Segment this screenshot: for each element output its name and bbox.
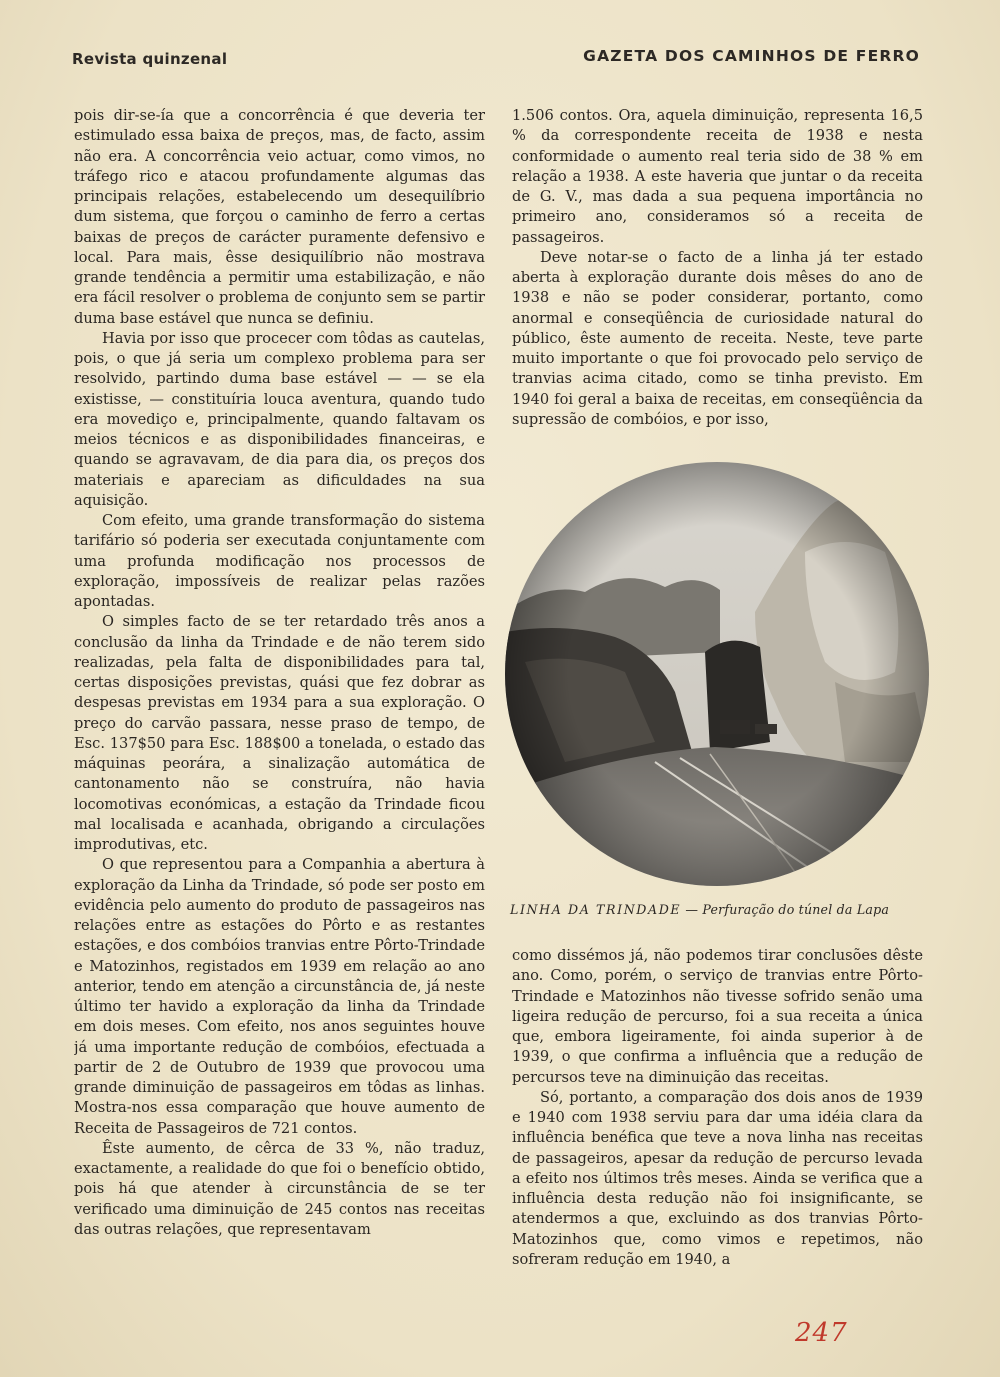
paragraph: O simples facto de se ter retardado três anos a conclusão da linha da Trindade e de não terem sido realizadas, pela falta de disponibilidades para tal, certas disposições previstas, quási que fez dobrar as despesas previstas em 1934 para a sua exploração. O preço do carvão passara, nesse praso de tempo, de Esc. 137$50 para Esc. 188$00 a tonelada, o estado das máquinas peorára, a sinalização automática de cantonamento não se construíra, não havia locomotivas económicas, a estação da Trindade ficou mal localisada e acanhada, obrigando a circulações improdutivas, etc.: [74, 613, 485, 853]
running-header-right: GAZETA DOS CAMINHOS DE FERRO: [583, 47, 920, 65]
paragraph: Deve notar-se o facto de a linha já ter estado aberta à exploração durante dois mêses do ano de 1938 e não se poder considerar, portanto, como anormal e conseqüência de curiosidade natural do público, êste aumento de receita. Neste, teve parte muito importante o que foi provocado pelo serviço de tranvias acima citado, como se tinha previsto. Em 1940 foi geral a baixa de receitas, em conseqüência da supressão de combóios, e por isso,: [512, 248, 923, 428]
left-column: [74, 106, 485, 1296]
paragraph: O que representou para a Companhia a abertura à exploração da Linha da Trindade, só pode ser posto em evidência pelo aumento do produto de passageiros nas relações entre as estações do Pôrto e as restantes estações, e dos combóios tranvias entre Pôrto-Trindade e Matozinhos, registados em 1939 em relação ao ano anterior, tendo em atenção a circunstância de, já neste último ter havido a exploração da linha da Trindade em dois meses. Com efeito, nos anos seguintes houve já uma importante redução de combóios, efectuada a partir de 2 de Outubro de 1939 que provocou uma grande diminuição de passageiros em tôdas as linhas. Mostra-nos essa comparação que houve aumento de Receita de Passageiros de 721 contos.: [74, 856, 485, 1137]
paragraph: Com efeito, uma grande transformação do sistema tarifário só poderia ser executada conjuntamente com uma profunda modificação nos processos de exploração, impossíveis de realizar pelas razões apontadas.: [74, 512, 485, 610]
running-header-left: Revista quinzenal: [72, 50, 228, 68]
paragraph: pois dir-se-ía que a concorrência é que deveria ter estimulado essa baixa de preços, mas, de facto, assim não era. A concorrência veio actuar, como vimos, no tráfego rico e atacou profundamente algumas das principais relações, estabelecendo um desequilíbrio dum sistema, que forçou o caminho de ferro a certas baixas de preços de carácter puramente defensivo e local. Para mais, êsse desiquilíbrio não mostrava grande tendência a permitir uma estabilização, e não era fácil resolver o problema de conjunto sem se partir duma base estável que nunca se definiu.: [74, 107, 485, 327]
page-number: 247: [795, 1318, 848, 1348]
photo-caption: [510, 902, 925, 917]
tunnel-photograph: [505, 462, 929, 886]
paragraph: Só, portanto, a comparação dos dois anos de 1939 e 1940 com 1938 serviu para dar uma idéia clara da influência benéfica que teve a nova linha nas receitas de passageiros, apesar da redução de percurso levada a efeito nos últimos três meses. Ainda se verifica que a influência desta redução não foi insignificante, se atendermos a que, excluindo as dos tranvias Pôrto-Matozinhos que, como vimos e repetimos, não sofreram redução em 1940, a: [512, 1088, 923, 1268]
right-column-top: [512, 106, 923, 428]
paragraph: Havia por isso que procecer com tôdas as cautelas, pois, o que já seria um complexo problema para ser resolvido, partindo duma base estável — — se ela existisse, — constituíria louca aventura, quando tudo era movediço e, principalmente, quando faltavam os meios técnicos e as disponibilidades financeiras, e quando se agravavam, de dia para dia, os preços dos materiais e apareciam as dificuldades na sua aquisição.: [74, 329, 485, 509]
paragraph: como dissémos já, não podemos tirar conclusões dêste ano. Como, porém, o serviço de tranvias entre Pôrto-Trindade e Matozinhos não tivesse sofrido senão uma ligeira redução de percurso, foi a sua receita a única que, embora ligeiramente, foi ainda superior à de 1939, o que confirma a influência que a redução de percursos teve na diminuição das receitas.: [512, 947, 923, 1086]
paragraph: 1.506 contos. Ora, aquela diminuição, representa 16,5 % da correspondente receita de 1938 e nesta conformidade o aumento real teria sido de 38 % em relação a 1938. A este haveria que juntar o da receita de G. V., mas dada a sua pequena importância no primeiro ano, consideramos só a receita de passageiros.: [512, 107, 923, 246]
paragraph: Êste aumento, de cêrca de 33 %, não traduz, exactamente, a realidade do que foi o benefício obtido, pois há que atender à circunstância de se ter verificado uma diminuição de 245 contos nas receitas das outras relações, que representavam: [74, 1139, 485, 1238]
caption-rest: — Perfuração do túnel da Lapa: [681, 902, 890, 917]
right-column-bottom: [512, 946, 923, 1296]
caption-lead: LINHA DA TRINDADE: [510, 902, 682, 917]
